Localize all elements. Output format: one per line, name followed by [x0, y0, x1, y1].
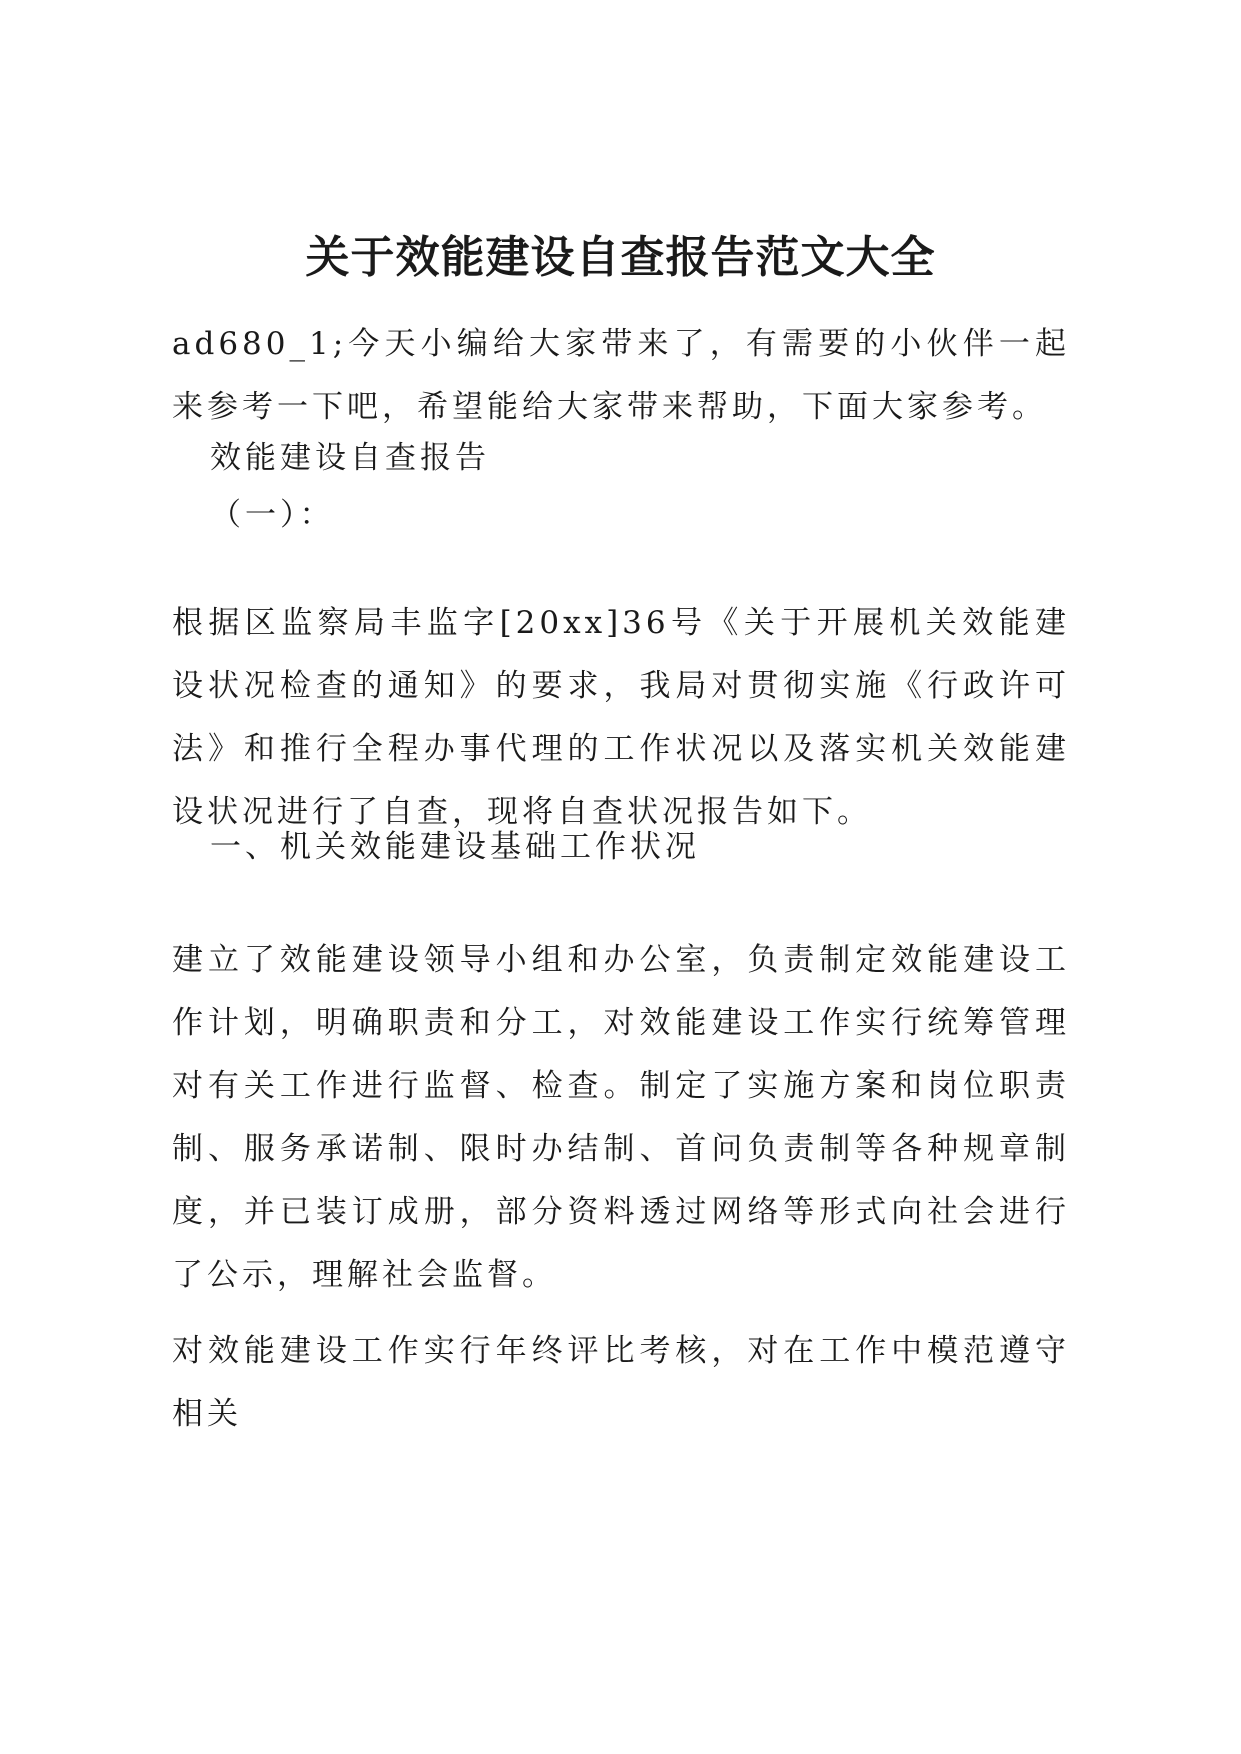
body-paragraph-1: 根据区监察局丰监字[20xx]36号《关于开展机关效能建设状况检查的通知》的要求，我局对贯彻实施《行政许可法》和推行全程办事代理的工作状况以及落实机关效能建设状况进行了自查，现将自查状况报告如下。	[172, 605, 1070, 830]
body-paragraph-2: 建立了效能建设领导小组和办公室，负责制定效能建设工作计划，明确职责和分工，对效能建设工作实行统筹管理对有关工作进行监督、检查。制定了实施方案和岗位职责制、服务承诺制、限时办结制、首问负责制等各种规章制度，并已装订成册，部分资料透过网络等形式向社会进行了公示，理解社会监督。	[172, 942, 1070, 1293]
subtitle: 效能建设自查报告	[210, 440, 490, 476]
body-paragraph-3: 对效能建设工作实行年终评比考核，对在工作中模范遵守相关	[172, 1333, 1070, 1432]
section-heading-1: 一、机关效能建设基础工作状况	[210, 829, 700, 865]
section-marker: （一）：	[210, 497, 335, 533]
intro-paragraph: ad680_1;今天小编给大家带来了，有需要的小伙伴一起来参考一下吧，希望能给大家带来帮助，下面大家参考。	[172, 326, 1070, 425]
document-title: 关于效能建设自查报告范文大全	[305, 232, 936, 283]
